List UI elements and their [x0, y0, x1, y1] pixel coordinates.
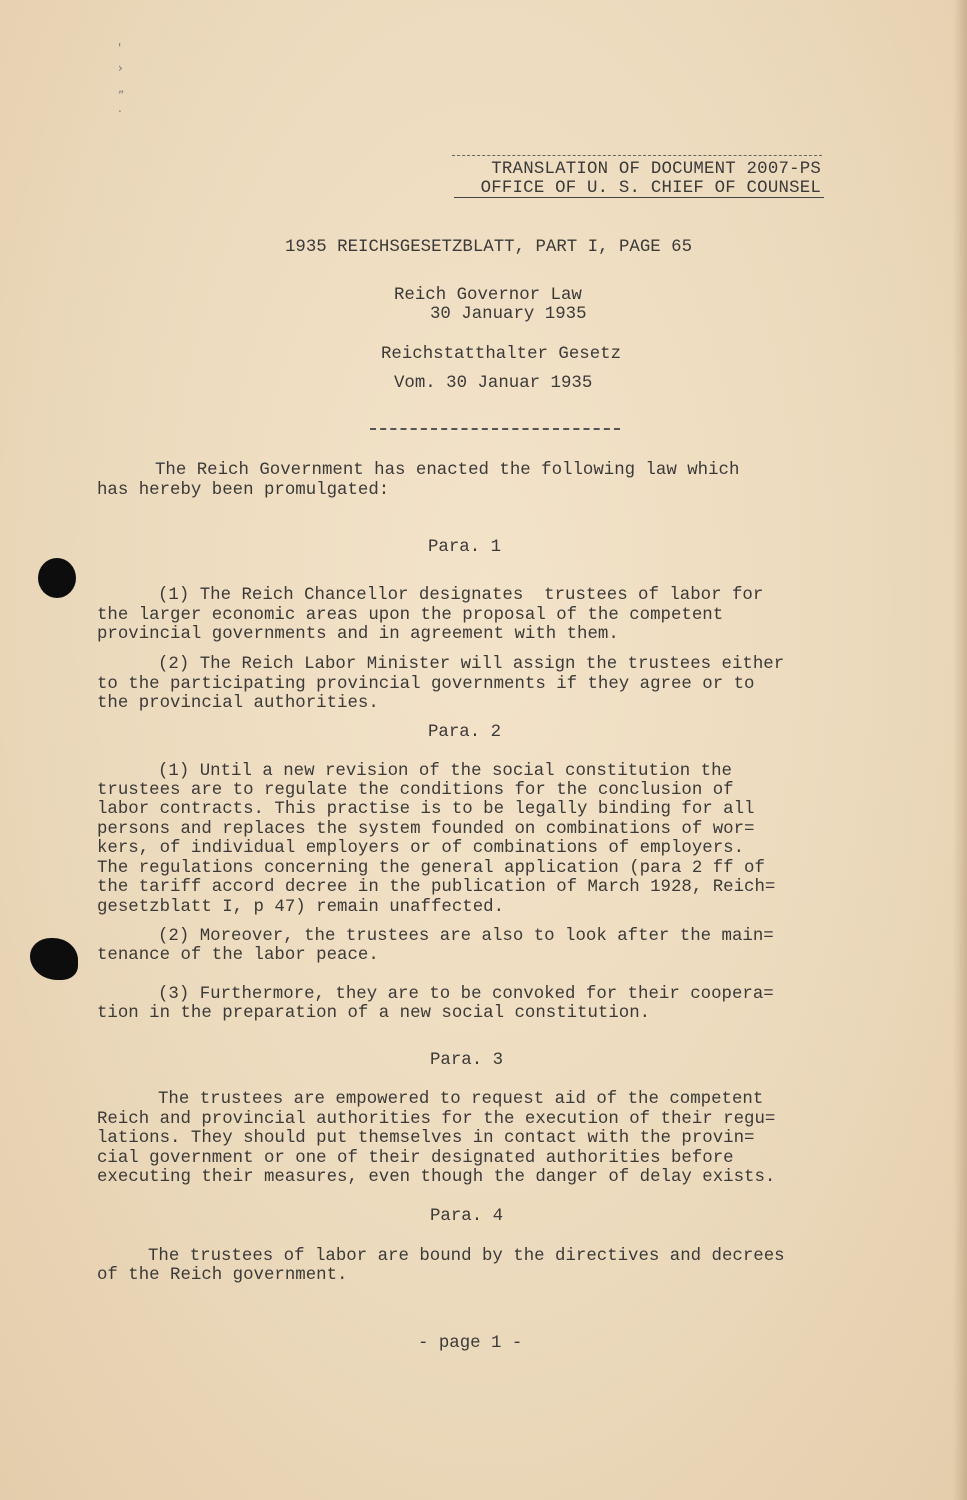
para-1-s2-line-2: to the participating provincial governments if they agree or to [97, 675, 755, 694]
para-3-line-5: executing their measures, even though the danger of delay exists. [97, 1168, 776, 1187]
intro-line-2: has hereby been promulgated: [97, 481, 390, 500]
para-2-s1-line-7: the tariff accord decree in the publication of March 1928, Reich= [97, 878, 776, 897]
header-overline [452, 155, 822, 156]
intro-line-1: The Reich Government has enacted the following law which [155, 461, 740, 480]
page-number: - page 1 - [418, 1334, 523, 1353]
title-divider [370, 428, 620, 430]
para-3-line-2: Reich and provincial authorities for the execution of their regu= [97, 1110, 776, 1129]
para-3-line-3: lations. They should put themselves in contact with the provin= [97, 1129, 755, 1148]
para-4-line-2: of the Reich government. [97, 1266, 348, 1285]
para-1-s2-line-1: (2) The Reich Labor Minister will assign the trustees either [158, 655, 785, 674]
title-english: Reich Governor Law [394, 286, 582, 305]
title-german-date: Vom. 30 Januar 1935 [394, 374, 593, 393]
para-3-line-1: The trustees are empowered to request aid of the competent [158, 1090, 764, 1109]
para-2-heading: Para. 2 [428, 723, 502, 742]
para-2-s1-line-4: persons and replaces the system founded on combinations of wor= [97, 820, 755, 839]
para-2-s1-line-5: kers, of individual employers or of combinations of employers. [97, 839, 745, 858]
para-4-line-1: The trustees of labor are bound by the directives and decrees [148, 1247, 785, 1266]
para-2-s1-line-8: gesetzblatt I, p 47) remain unaffected. [97, 898, 505, 917]
para-1-s1-line-1: (1) The Reich Chancellor designates trustees of labor for [158, 586, 764, 605]
margin-marks: ' › „ . [118, 41, 125, 115]
header-underline [454, 197, 824, 198]
para-2-s2-line-1: (2) Moreover, the trustees are also to look after the main= [158, 927, 774, 946]
para-2-s3-line-1: (3) Furthermore, they are to be convoked for their coopera= [158, 985, 774, 1004]
para-1-s2-line-3: the provincial authorities. [97, 694, 379, 713]
punch-hole-bottom [30, 938, 78, 980]
para-2-s1-line-1: (1) Until a new revision of the social constitution the [158, 762, 732, 781]
source-citation: 1935 REICHSGESETZBLATT, PART I, PAGE 65 [285, 238, 693, 257]
para-2-s1-line-6: The regulations concerning the general application (para 2 ff of [97, 859, 765, 878]
punch-hole-top [38, 558, 76, 598]
para-3-line-4: cial government or one of their designated authorities before [97, 1149, 734, 1168]
para-2-s3-line-2: tion in the preparation of a new social constitution. [97, 1004, 651, 1023]
title-german: Reichstatthalter Gesetz [381, 345, 622, 364]
para-2-s1-line-3: labor contracts. This practise is to be legally binding for all [97, 800, 755, 819]
paper-edge-shadow [953, 0, 967, 1500]
para-4-heading: Para. 4 [430, 1207, 504, 1226]
para-2-s2-line-2: tenance of the labor peace. [97, 946, 379, 965]
para-2-s1-line-2: trustees are to regulate the conditions for the conclusion of [97, 781, 734, 800]
para-3-heading: Para. 3 [430, 1051, 504, 1070]
para-1-s1-line-3: provincial governments and in agreement with them. [97, 625, 619, 644]
header-office-line: OFFICE OF U. S. CHIEF OF COUNSEL [480, 179, 821, 198]
para-1-s1-line-2: the larger economic areas upon the proposal of the competent [97, 606, 724, 625]
title-english-date: 30 January 1935 [430, 305, 587, 324]
para-1-heading: Para. 1 [428, 538, 502, 557]
header-translation-line: TRANSLATION OF DOCUMENT 2007-PS [491, 160, 821, 179]
